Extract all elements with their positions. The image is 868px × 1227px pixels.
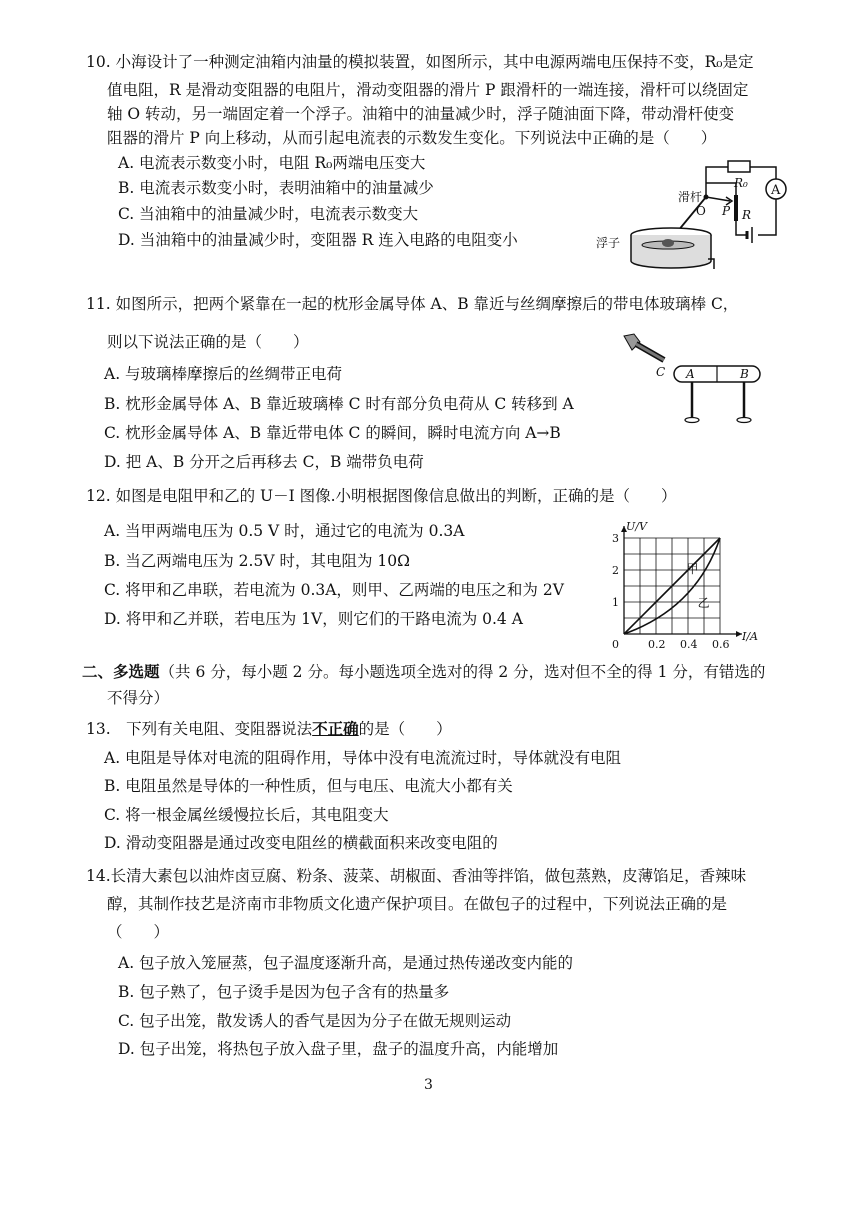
q11-option-d: D. 把 A、B 分开之后再移去 C，B 端带负电荷 <box>104 453 424 471</box>
q13-stem <box>86 719 452 739</box>
y-tick-label: 1 <box>612 596 619 609</box>
q10-option-a: A. 电流表示数变小时，电阻 R₀两端电压变大 <box>118 154 426 172</box>
q14-stem-line-2: 醇，其制作技艺是济南市非物质文化遗产保护项目。在做包子的过程中，下列说法正确的是 <box>107 895 728 913</box>
q13-stem-emphasis: 不正确 <box>312 719 359 738</box>
x-axis-label: I/A <box>742 630 758 643</box>
y-tick-label: 2 <box>612 564 619 577</box>
q10-stem-line-3: 轴 O 转动，另一端固定着一个浮子。油箱中的油量减少时，浮子随油面下降，带动滑杆使变 <box>107 105 735 123</box>
x-tick-label: 0.2 <box>648 638 666 648</box>
q13-option-d: D. 滑动变阻器是通过改变电阻丝的横截面积来改变电阻的 <box>104 834 498 852</box>
q11-option-c: C. 枕形金属导体 A、B 靠近带电体 C 的瞬间，瞬时电流方向 A→B <box>104 424 561 442</box>
section-2-instructions: （共 6 分，每小题 2 分。每小题选项全选对的得 2 分，选对但不全的得 1 分，有错选的 <box>159 663 766 681</box>
x-tick-label: 0.6 <box>712 638 730 648</box>
q11-option-b: B. 枕形金属导体 A、B 靠近玻璃棒 C 时有部分负电荷从 C 转移到 A <box>104 395 574 413</box>
q13-stem-prefix: 13. 下列有关电阻、变阻器说法 <box>86 720 313 738</box>
q11-stem-line-1: 11. 如图所示，把两个紧靠在一起的枕形金属导体 A、B 靠近与丝绸摩擦后的带电体玻璃棒 C， <box>86 295 739 313</box>
q10-option-d: D. 当油箱中的油量减少时，变阻器 R 连入电路的电阻变小 <box>118 231 518 249</box>
x-tick-label: 0.4 <box>680 638 698 648</box>
q14-option-c: C. 包子出笼，散发诱人的香气是因为分子在做无规则运动 <box>118 1012 512 1030</box>
page-number: 3 <box>424 1077 433 1093</box>
q12-option-c: C. 将甲和乙串联，若电流为 0.3A，则甲、乙两端的电压之和为 2V <box>104 581 564 599</box>
q11-option-a: A. 与玻璃棒摩擦后的丝绸带正电荷 <box>104 365 343 383</box>
q12-stem: 12. 如图是电阻甲和乙的 U－I 图像.小明根据图像信息做出的判断，正确的是（ ） <box>86 487 677 505</box>
r-label: R <box>742 208 752 222</box>
q14-option-d: D. 包子出笼，将热包子放入盘子里，盘子的温度升高，内能增加 <box>118 1040 559 1058</box>
a-label: A <box>686 367 695 381</box>
series-label-yi: 乙 <box>697 595 710 610</box>
series-label-jia: 甲 <box>686 562 699 577</box>
y-tick-label: 3 <box>612 532 619 545</box>
q13-stem-suffix: 的是（ ） <box>358 720 452 738</box>
q14-option-a: A. 包子放入笼屉蒸，包子温度逐渐升高，是通过热传递改变内能的 <box>118 954 574 972</box>
q12-option-d: D. 将甲和乙并联，若电压为 1V，则它们的干路电流为 0.4 A <box>104 610 523 628</box>
q12-option-b: B. 当乙两端电压为 2.5V 时，其电阻为 10Ω <box>104 552 410 570</box>
q14-stem-line-3: （ ） <box>107 923 170 941</box>
q10-option-b: B. 电流表示数变小时，表明油箱中的油量减少 <box>118 179 434 197</box>
x-tick-label: 0 <box>612 638 619 648</box>
y-axis-label: U/V <box>626 520 647 533</box>
section-2-heading <box>82 662 765 682</box>
q14-option-b: B. 包子熟了，包子烫手是因为包子含有的热量多 <box>118 983 450 1001</box>
section-2-title: 二、多选题 <box>82 662 160 681</box>
q11-conductor-figure <box>612 330 772 430</box>
ammeter-label: A <box>771 183 781 198</box>
q10-stem-line-4: 阻器的滑片 P 向上移动，从而引起电流表的示数发生变化。下列说法中正确的是（ ） <box>107 129 717 147</box>
r0-label: R₀ <box>734 176 748 190</box>
float-label: 浮子 <box>596 236 621 250</box>
q12-ui-chart <box>606 516 766 648</box>
q12-option-a: A. 当甲两端电压为 0.5 V 时，通过它的电流为 0.3A <box>104 522 465 540</box>
q10-oil-gauge-figure <box>596 155 806 280</box>
q11-stem-line-2: 则以下说法正确的是（ ） <box>107 333 309 351</box>
float-icon <box>662 239 674 247</box>
p-label: P <box>722 204 731 218</box>
c-label: C <box>656 365 666 379</box>
b-label: B <box>740 367 749 381</box>
q10-stem-line-1: 10. 小海设计了一种测定油箱内油量的模拟装置，如图所示，其中电源两端电压保持不变，R₀是定 <box>86 53 754 71</box>
resistor-r0 <box>728 161 750 172</box>
q10-option-c: C. 当油箱中的油量减少时，电流表示数变大 <box>118 205 419 223</box>
q13-option-c: C. 将一根金属丝缓慢拉长后，其电阻变大 <box>104 806 389 824</box>
q10-stem-line-2: 值电阻，R 是滑动变阻器的电阻片，滑动变阻器的滑片 P 跟滑杆的一端连接，滑杆可以绕固定 <box>107 81 749 99</box>
section-2-instructions-cont: 不得分） <box>107 689 170 707</box>
pivot-label: O <box>696 204 706 218</box>
q13-option-a: A. 电阻是导体对电流的阻碍作用，导体中没有电流流过时，导体就没有电阻 <box>104 749 622 767</box>
q14-stem-line-1: 14.长清大素包以油炸卤豆腐、粉条、菠菜、胡椒面、香油等拌馅，做包蒸熟，皮薄馅足，香辣味 <box>86 867 747 885</box>
q13-option-b: B. 电阻虽然是导体的一种性质，但与电压、电流大小都有关 <box>104 777 513 795</box>
rod-label: 滑杆 <box>678 190 703 204</box>
